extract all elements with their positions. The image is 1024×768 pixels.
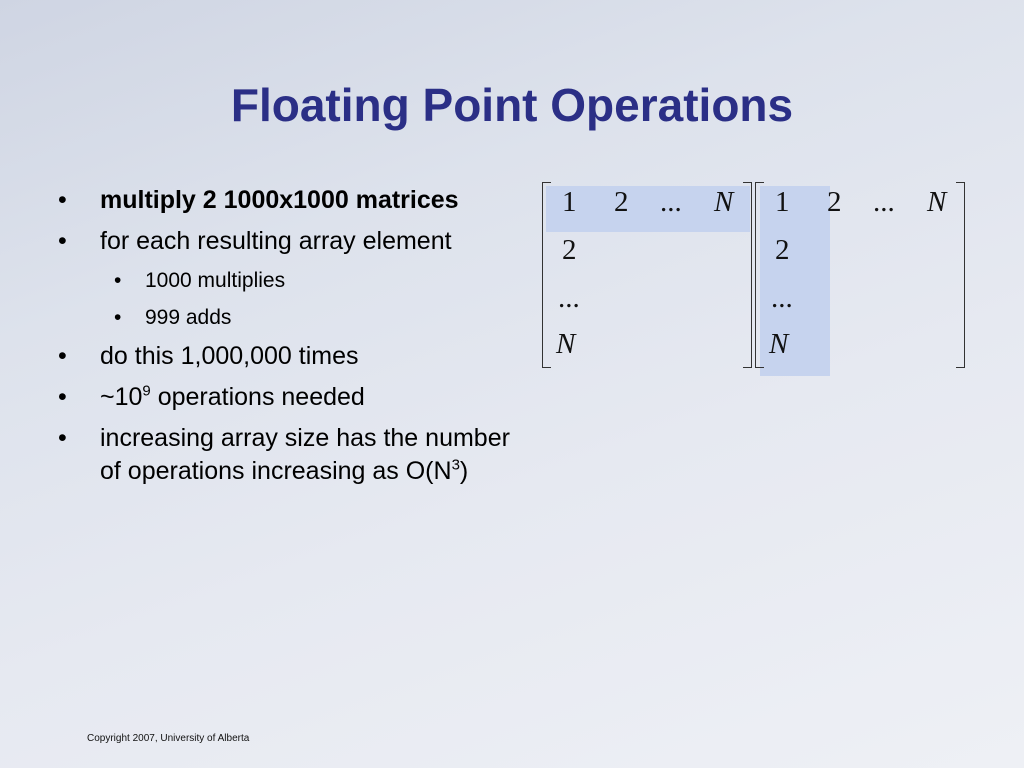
slide-title: Floating Point Operations [230, 79, 794, 131]
bullet-dot: • [114, 306, 122, 329]
bullet-text: do this 1,000,000 times [100, 342, 359, 370]
exponent: 3 [451, 456, 460, 474]
exponent: 9 [142, 382, 151, 400]
bullet-text: 1000 multiplies [145, 269, 286, 292]
bullet-text-pre: increasing array size has the number of operations increasing as O(N [100, 424, 510, 485]
bullet-item [58, 184, 528, 217]
matrix-cell: 2 [775, 234, 790, 266]
bullet-dot: • [58, 424, 67, 452]
matrix-cell: N [714, 186, 734, 218]
bullet-dot: • [58, 227, 67, 255]
right-bracket [743, 182, 752, 368]
matrix-cell: 2 [827, 186, 842, 218]
bullet-text-post: operations needed [150, 383, 365, 411]
matrix-cell: 1 [562, 186, 577, 218]
matrix-cell: 1 [775, 186, 790, 218]
matrix-cell: 2 [614, 186, 629, 218]
bullet-dot: • [114, 269, 122, 292]
bullet-dot: • [58, 383, 67, 411]
bullet-text: for each resulting array element [100, 227, 452, 255]
bullet-item [58, 422, 528, 488]
matrix-right [755, 182, 965, 368]
copyright-footer: Copyright 2007, University of Alberta [87, 733, 250, 744]
bullet-item [58, 340, 528, 373]
matrix-cell: ... [660, 186, 682, 218]
bullet-text: 999 adds [145, 306, 232, 329]
matrix-cell: N [769, 328, 789, 360]
bullet-dot: • [58, 342, 67, 370]
sub-bullet-item [58, 303, 528, 333]
bullet-text: multiply 2 1000x1000 matrices [100, 186, 459, 214]
matrix-cell: 2 [562, 234, 577, 266]
bullet-item [58, 225, 528, 258]
bullet-text-pre: ~10 [100, 383, 143, 411]
right-bracket [956, 182, 965, 368]
matrix-left [542, 182, 752, 368]
matrix-cell: N [927, 186, 947, 218]
bullet-list [58, 184, 528, 496]
matrix-cell: ... [558, 282, 580, 314]
bullet-text-post: ) [459, 457, 469, 485]
matrix-cell: N [556, 328, 576, 360]
left-bracket [755, 182, 764, 368]
matrix-cell: ... [873, 186, 895, 218]
left-bracket [542, 182, 551, 368]
bullet-dot: • [58, 186, 67, 214]
bullet-item [58, 381, 528, 414]
sub-bullet-item [58, 266, 528, 296]
matrix-cell: ... [771, 282, 793, 314]
